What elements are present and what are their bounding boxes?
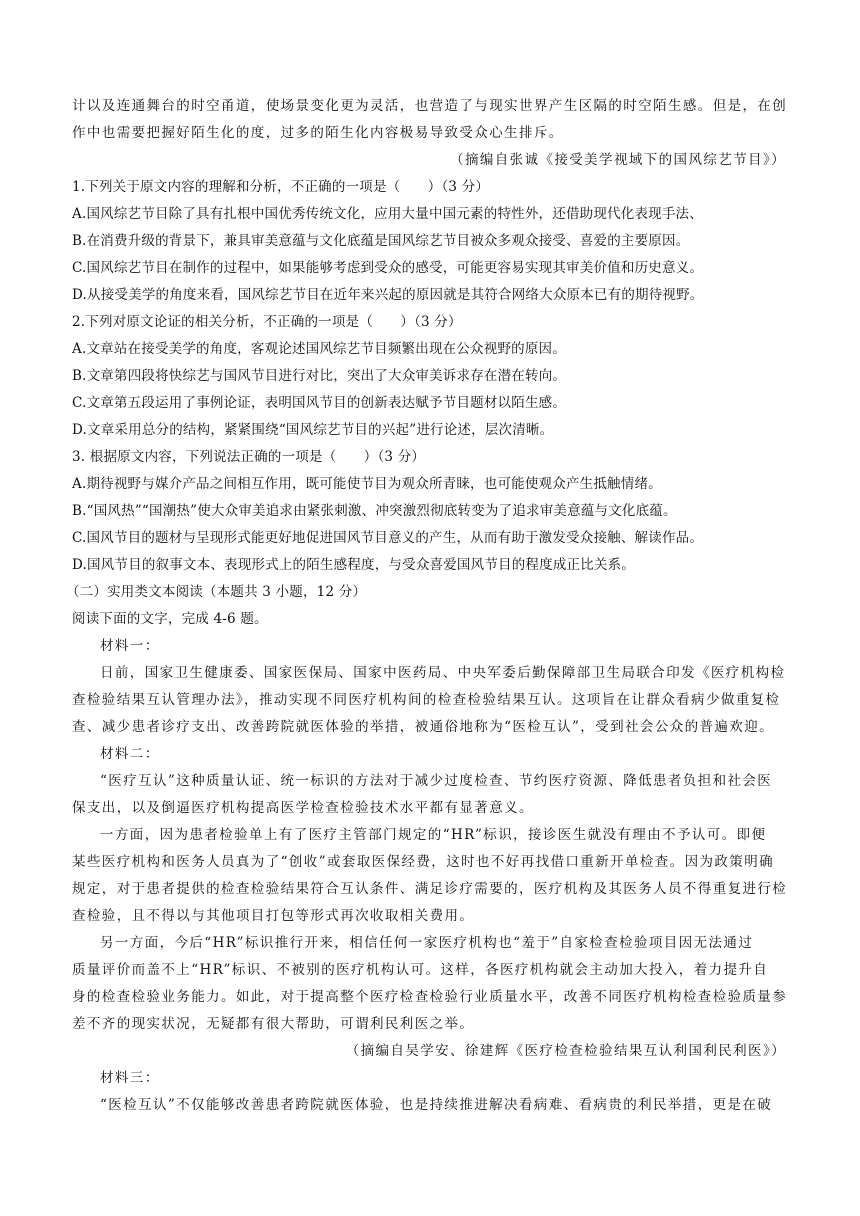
- paragraph-line: 某些医疗机构和医务人员真为了“创收”或套取医保经费，这时也不好再找借口重新开单检查。因为政策明确: [72, 854, 775, 870]
- question-1-option-d: D.从接受美学的角度来看，国风综艺节目在近年来兴起的原因就是其符合网络大众原本已有的期待视野。: [72, 287, 704, 303]
- question-2-option-d: D.文章采用总分的结构，紧紧围绕“国风综艺节目的兴起”进行论述，层次清晰。: [72, 422, 554, 438]
- question-3-option-c: C.国风节目的题材与呈现形式能更好地促进国风节目意义的产生，从而有助于激发受众接触、解读作品。: [72, 530, 704, 546]
- question-3-option-b: B.“国风热”“国潮热”使大众审美追求由紧张刺激、冲突激烈彻底转变为了追求审美意蕴与文化底蕴。: [72, 503, 677, 519]
- question-2-option-b: B.文章第四段将快综艺与国风节目进行对比，突出了大众审美诉求存在潜在转向。: [72, 368, 567, 384]
- material-1-label: 材料一：: [100, 638, 160, 654]
- question-1-option-b: B.在消费升级的背景下，兼具审美意蕴与文化底蕴是国风综艺节目被众多观众接受、喜爱的主要原因。: [72, 233, 690, 249]
- question-3-stem: 3. 根据原文内容，下列说法正确的一项是（ ）（3 分）: [72, 449, 426, 465]
- paragraph-line: “医疗互认”这种质量认证、统一标识的方法对于减少过度检查、节约医疗资源、降低患者负担和社会医: [100, 773, 773, 789]
- material-2-label: 材料二：: [100, 746, 160, 762]
- paragraph-line: 差不齐的现实状况，无疑都有很大帮助，可谓利民利医之举。: [72, 1016, 475, 1032]
- paragraph-line: 一方面，因为患者检验单上有了医疗主管部门规定的“HR”标识，接诊医生就没有理由不予认可。即便: [100, 827, 767, 843]
- source-citation: （摘编自吴学安、徐建辉《医疗检查检验结果互认利国利民利医》）: [345, 1043, 786, 1059]
- section-heading: （二）实用类文本阅读（本题共 3 小题，12 分）: [66, 584, 367, 600]
- paragraph-line: 保支出，以及倒逼医疗机构提高医学检查检验技术水平都有显著意义。: [72, 800, 534, 816]
- paragraph-line: 查检验，且不得以与其他项目打包等形式再次收取相关费用。: [72, 908, 475, 924]
- paragraph-line: 日前，国家卫生健康委、国家医保局、国家中医药局、中央军委后勤保障部卫生局联合印发《医疗机构检: [100, 665, 786, 681]
- question-3-option-d: D.国风节目的叙事文本、表现形式上的陌生感程度，与受众喜爱国风节目的程度成正比关系。: [72, 557, 636, 573]
- question-1-option-a: A.国风综艺节目除了具有扎根中国优秀传统文化，应用大量中国元素的特性外，还借助现代化表现手法、: [72, 206, 703, 222]
- source-citation: （摘编自张诚《接受美学视域下的国风综艺节目》）: [450, 152, 786, 168]
- material-3-label: 材料三：: [100, 1070, 160, 1086]
- question-1-option-c: C.国风综艺节目在制作的过程中，如果能够考虑到受众的感受，可能更容易实现其审美价值和历史意义。: [72, 260, 704, 276]
- paragraph-line: 查检验结果互认管理办法》，推动实现不同医疗机构间的检查检验结果互认。这项旨在让群众看病少做重复检: [72, 692, 781, 708]
- question-2-stem: 2.下列对原文论证的相关分析，不正确的一项是（ ）（3 分）: [72, 314, 462, 330]
- question-3-option-a: A.期待视野与媒介产品之间相互作用，既可能使节目为观众所青睐，也可能使观众产生抵触情绪。: [72, 476, 662, 492]
- paragraph-line: 查、减少患者诊疗支出、改善跨院就医体验的举措，被通俗地称为“医检互认”，受到社会公众的普遍欢迎。: [72, 719, 775, 735]
- paragraph-line: “医检互认”不仅能够改善患者跨院就医体验，也是持续推进解决看病难、看病贵的利民举措，更是在破: [100, 1097, 773, 1113]
- question-2-option-c: C.文章第五段运用了事例论证，表明国风节目的创新表达赋予节目题材以陌生感。: [72, 395, 567, 411]
- paragraph-line: 质量评价而盖不上“HR”标识、不被别的医疗机构认可。这样，各医疗机构就会主动加大投入，着力提升自: [72, 962, 769, 978]
- paragraph-line: 身的检查检验业务能力。如此，对于提高整个医疗检查检验行业质量水平，改善不同医疗机构检查检验质量参: [72, 989, 788, 1005]
- section-instruction: 阅读下面的文字，完成 4-6 题。: [72, 611, 268, 627]
- question-1-stem: 1.下列关于原文内容的理解和分析，不正确的一项是（ ）（3 分）: [72, 179, 490, 195]
- question-2-option-a: A.文章站在接受美学的角度，客观论述国风综艺节目频繁出现在公众视野的原因。: [72, 341, 566, 357]
- paragraph-line: 另一方面，今后“HR”标识推行开来，相信任何一家医疗机构也“羞于”自家检查检验项目因无法通过: [100, 935, 754, 951]
- paragraph-line: 规定，对于患者提供的检查检验结果符合互认条件、满足诊疗需要的，医疗机构及其医务人员不得重复进行检: [72, 881, 788, 897]
- intro-line: 作中也需要把握好陌生化的度，过多的陌生化内容极易导致受众心生排斥。: [72, 125, 564, 141]
- intro-line: 计以及连通舞台的时空甬道，使场景变化更为灵活，也营造了与现实世界产生区隔的时空陌生感。但是，在创: [72, 98, 788, 114]
